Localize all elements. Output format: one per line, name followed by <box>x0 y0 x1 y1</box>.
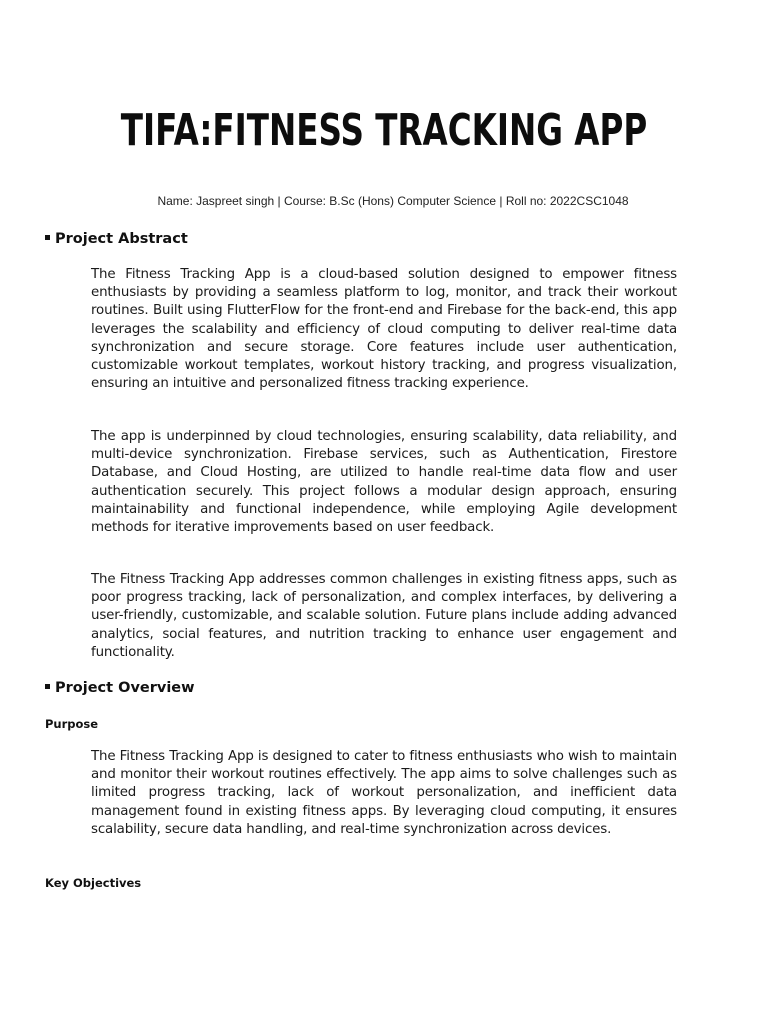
abstract-paragraph-1: The Fitness Tracking App is a cloud-based solution designed to empower fitness enthusiasts by providing a seamless platform to log, monitor, and track their workout routines. Built using FlutterFlow for the front-end and Firebase for the back-end, this app leverages the scalability and efficiency of cloud computing to deliver real-time data synchronization and secure storage. Core features include user authentication, customizable workout templates, workout history tracking, and progress visualization, ensuring an intuitive and personalized fitness tracking experience. <box>91 267 677 392</box>
section-heading-label: Project Overview <box>55 680 195 696</box>
abstract-paragraph-2: The app is underpinned by cloud technologies, ensuring scalability, data reliability, and multi-device synchronization. Firebase services, such as Authentication, Firestore Database, and Cloud Hosting, are utilized to handle real-time data flow and user authentication securely. This project follows a modular design approach, ensuring maintainability and functional independence, while employing Agile development methods for iterative improvements based on user feedback. <box>91 429 677 536</box>
section-heading-label: Project Abstract <box>55 231 188 247</box>
bullet-icon <box>45 235 50 240</box>
key-objectives-heading: Key Objectives <box>45 876 142 890</box>
section-heading-abstract <box>45 229 188 249</box>
author-info: Name: Jaspreet singh | Course: B.Sc (Hons) Computer Science | Roll no: 2022CSC1048 <box>157 194 629 208</box>
bullet-icon <box>45 684 50 689</box>
section-heading-overview <box>45 678 195 698</box>
page-title: TIFA:FITNESS TRACKING APP <box>120 105 648 156</box>
purpose-paragraph: The Fitness Tracking App is designed to cater to fitness enthusiasts who wish to maintain and monitor their workout routines effectively. The app aims to solve challenges such as limited progress tracking, lack of workout personalization, and inefficient data management found in existing fitness apps. By leveraging cloud computing, it ensures scalability, secure data handling, and real-time synchronization across devices. <box>91 749 677 837</box>
abstract-paragraph-3: The Fitness Tracking App addresses common challenges in existing fitness apps, such as poor progress tracking, lack of personalization, and complex interfaces, by delivering a user-friendly, customizable, and scalable solution. Future plans include adding advanced analytics, social features, and nutrition tracking to enhance user engagement and functionality. <box>91 572 677 660</box>
purpose-heading: Purpose <box>45 717 99 731</box>
